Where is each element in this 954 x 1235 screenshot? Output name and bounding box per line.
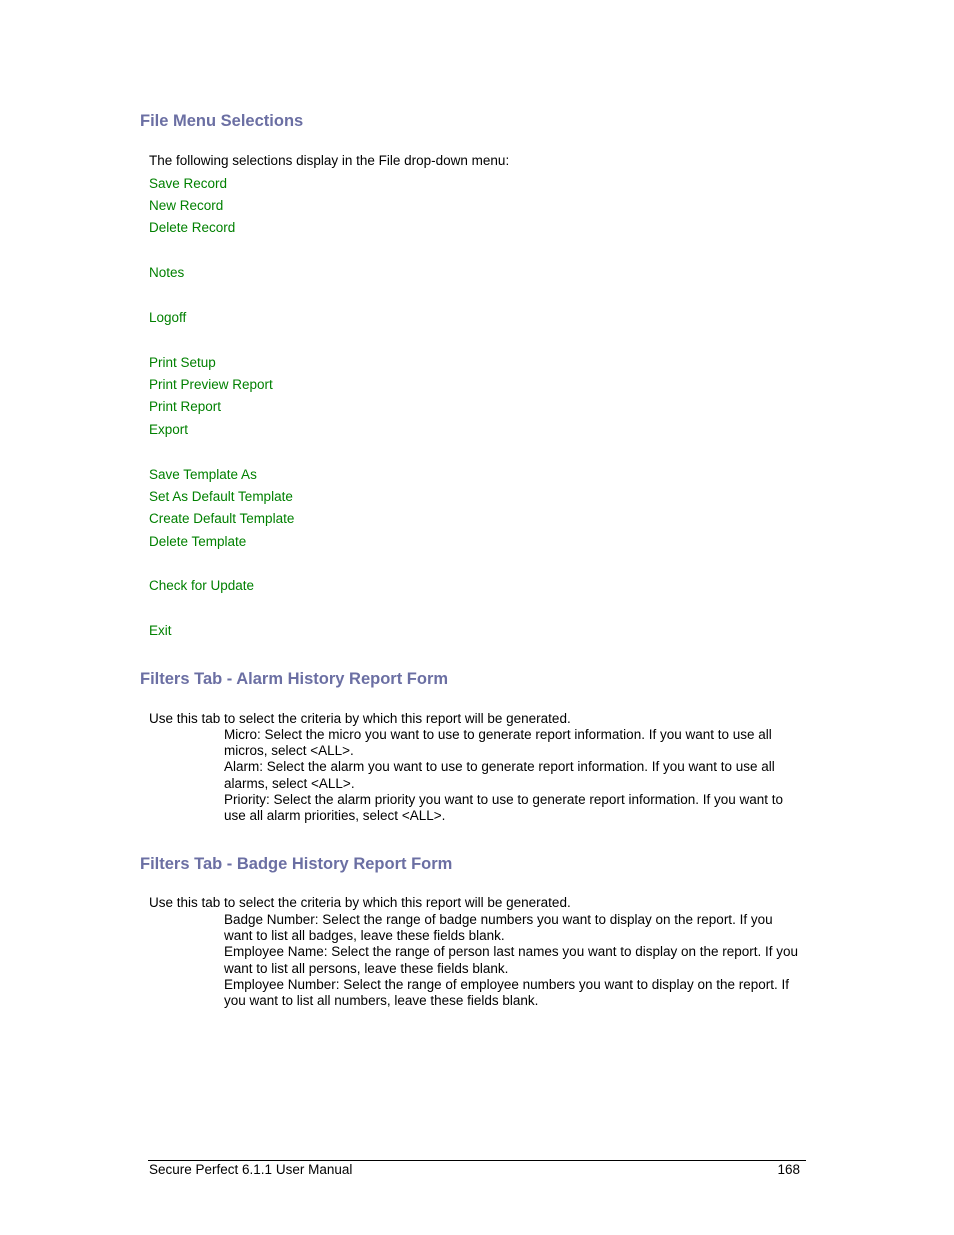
link-save-template-as[interactable]: Save Template As — [149, 467, 257, 482]
badge-history-intro: Use this tab to select the criteria by which this report will be generated. — [149, 895, 571, 910]
footer-title: Secure Perfect 6.1.1 User Manual — [149, 1162, 353, 1177]
link-notes[interactable]: Notes — [149, 265, 185, 280]
link-print-preview-report[interactable]: Print Preview Report — [149, 377, 273, 392]
badge-history-detail-employee-number: Employee Number: Select the range of employee numbers you want to display on the report. If you want to list all numbers, leave these fields blank. — [224, 976, 790, 1009]
link-logoff[interactable]: Logoff — [149, 310, 187, 325]
page-number: 168 — [777, 1162, 800, 1177]
file-menu-intro: The following selections display in the File drop-down menu: — [149, 153, 510, 168]
badge-history-detail-employee-name: Employee Name: Select the range of person last names you want to display on the report. If you want to list all persons, leave these fields blank. — [224, 944, 799, 976]
alarm-history-heading: Filters Tab - Alarm History Report Form — [140, 670, 449, 688]
badge-history-detail-badge-number: Badge Number: Select the range of badge numbers you want to display on the report. If you want to list all badges, leave these fields blank. — [224, 912, 773, 944]
link-create-default-template[interactable]: Create Default Template — [149, 511, 295, 526]
alarm-history-detail-micro: Micro: Select the micro you want to use to generate report information. If you want to use all micros, select <ALL>. — [224, 727, 772, 759]
file-menu-heading: File Menu Selections — [140, 112, 304, 130]
link-print-setup[interactable]: Print Setup — [149, 355, 216, 370]
badge-history-details — [224, 912, 804, 1009]
link-new-record[interactable]: New Record — [149, 198, 224, 213]
link-delete-record[interactable]: Delete Record — [149, 220, 236, 235]
badge-history-heading: Filters Tab - Badge History Report Form — [140, 855, 453, 873]
alarm-history-intro: Use this tab to select the criteria by which this report will be generated. — [149, 711, 571, 726]
alarm-history-detail-priority: Priority: Select the alarm priority you want to use to generate report information. If you want to use all alarm priorities, select <ALL>. — [224, 791, 784, 824]
link-check-for-update[interactable]: Check for Update — [149, 578, 255, 593]
alarm-history-detail-alarm: Alarm: Select the alarm you want to use to generate report information. If you want to use all alarms, select <ALL>. — [224, 759, 775, 791]
link-exit[interactable]: Exit — [149, 623, 172, 638]
alarm-history-details — [224, 727, 804, 824]
link-save-record[interactable]: Save Record — [149, 176, 228, 191]
link-export[interactable]: Export — [149, 422, 189, 437]
link-print-report[interactable]: Print Report — [149, 399, 222, 414]
link-set-as-default-template[interactable]: Set As Default Template — [149, 489, 293, 504]
link-delete-template[interactable]: Delete Template — [149, 534, 247, 549]
footer-rule — [148, 1160, 806, 1161]
